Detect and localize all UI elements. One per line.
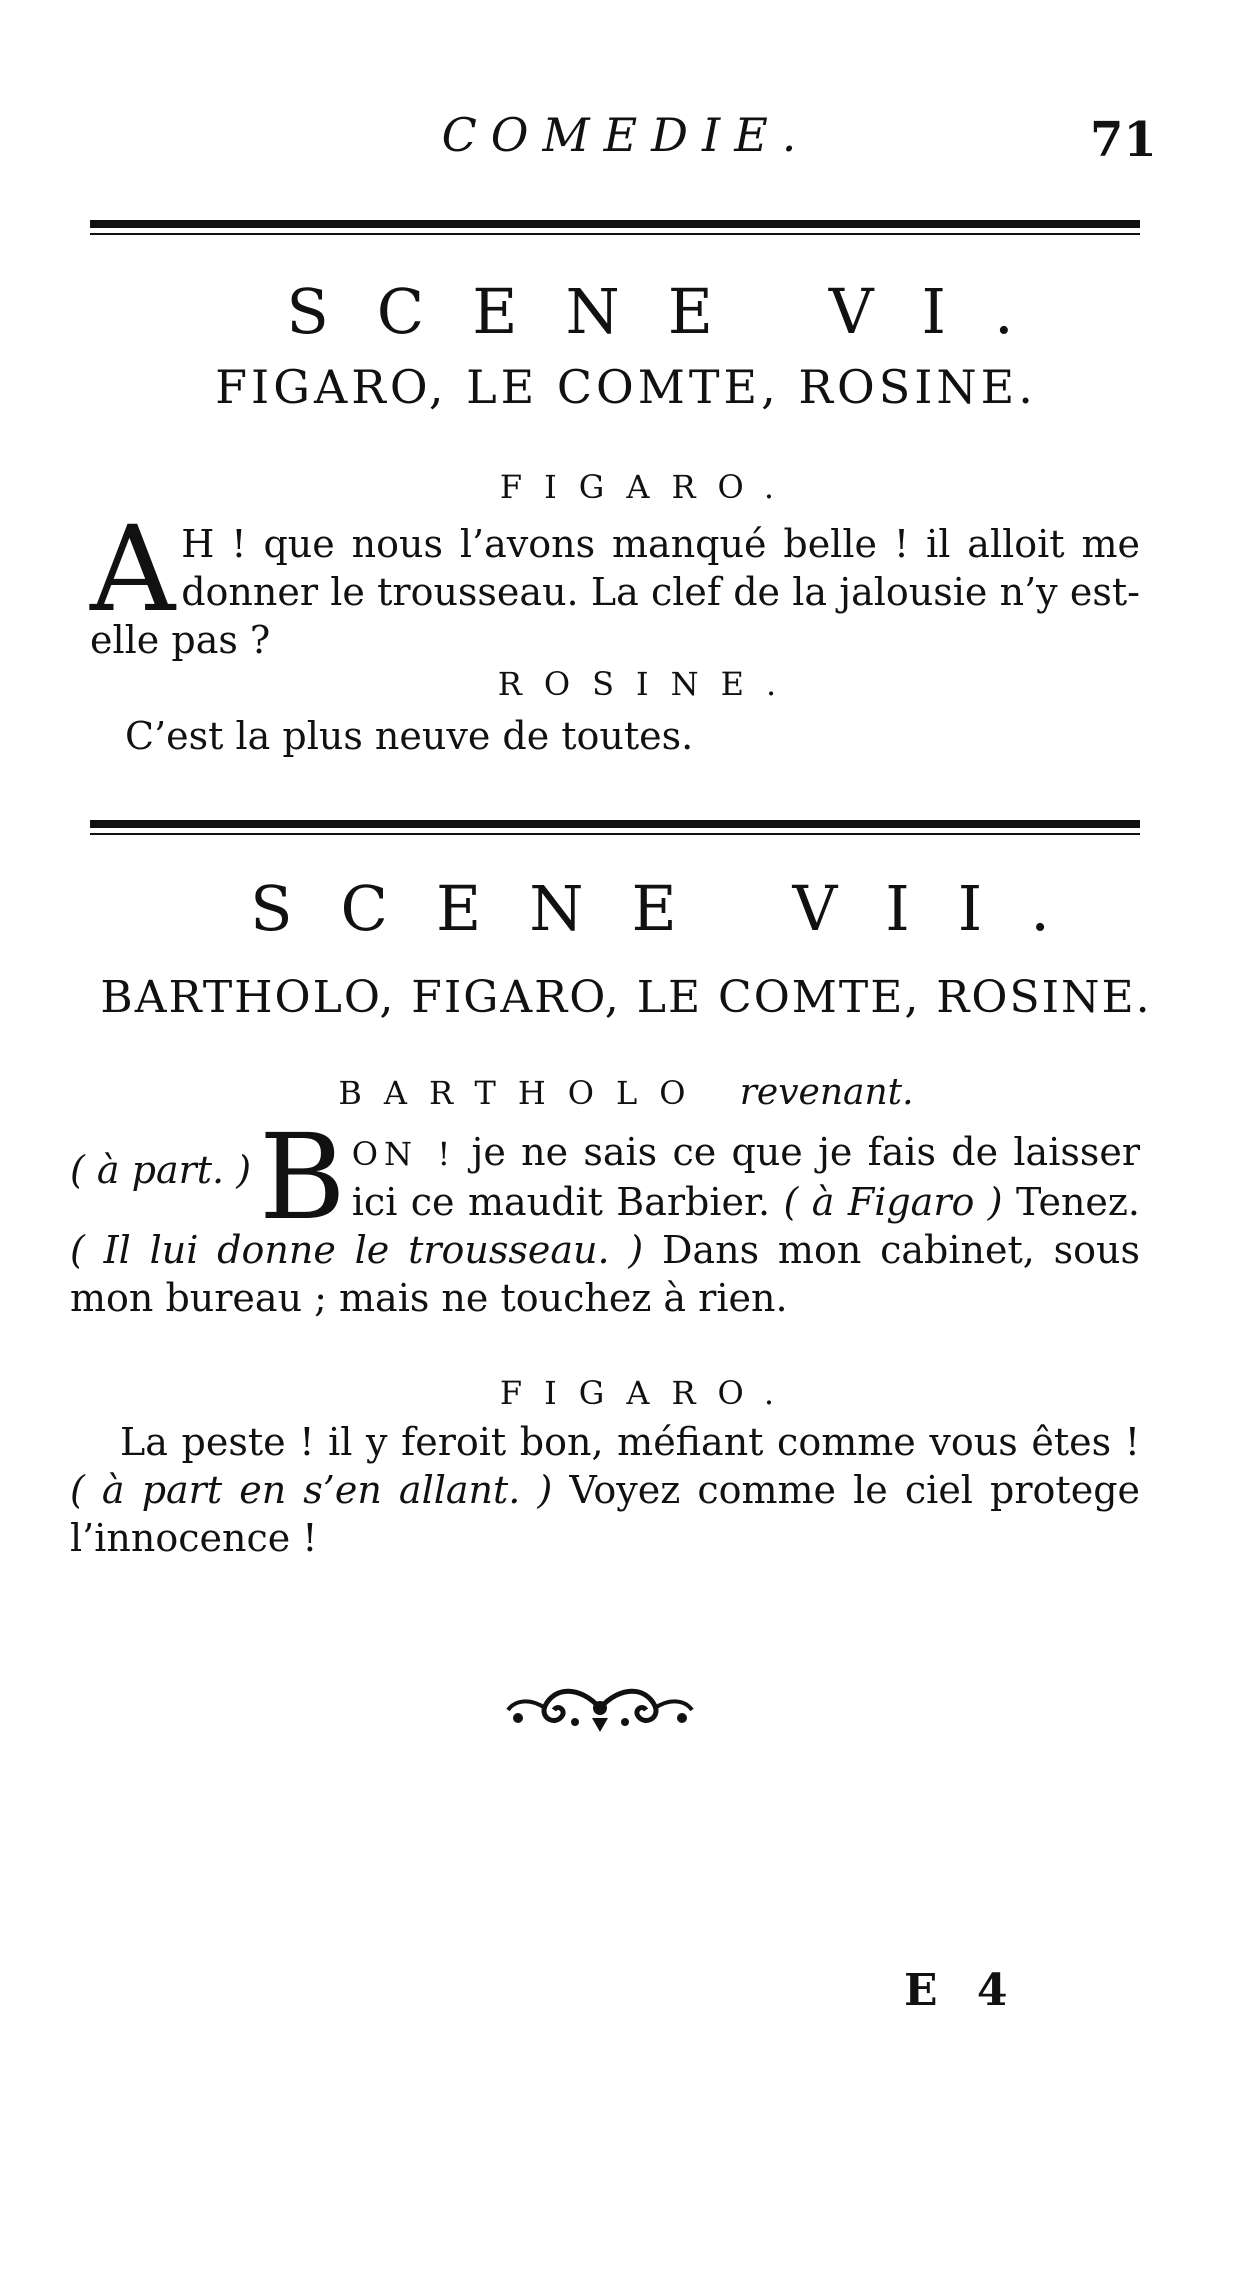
speaker-name: BARTHOLO xyxy=(338,1074,708,1112)
aside-direction: ( à part. ) xyxy=(70,1148,252,1192)
signature-mark: E 4 xyxy=(904,1965,1020,2016)
speech-text: Tenez. xyxy=(1002,1180,1141,1224)
scene-7-title: SCENE VII. xyxy=(250,872,1098,945)
scene-6-speech-figaro xyxy=(90,500,1140,664)
scene-6-speaker-figaro: FIGARO. xyxy=(499,468,797,506)
middle-rule xyxy=(90,820,1140,835)
scene-7-speech-figaro xyxy=(70,1418,1140,1562)
speech-text: H ! que nous l’avons manqué belle ! il alloit me donner le trousseau. La clef de la jalousie n’y est-elle pas ? xyxy=(90,522,1140,662)
scene-7-speaker-bartholo xyxy=(0,1072,1252,1113)
speech-smallcaps: ON ! xyxy=(351,1135,457,1173)
speech-text: je ne sais ce que je fais de laisser ici ce maudit Barbier. xyxy=(351,1130,1141,1224)
stage-direction: revenant. xyxy=(739,1072,914,1113)
stage-direction: ( à part en s’en allant. ) xyxy=(70,1468,553,1512)
fleuron-ornament xyxy=(500,1678,700,1742)
speech-text: Dans mon cabinet, sous mon bureau ; mais ne touchez à rien. xyxy=(70,1228,1140,1320)
drop-cap: B xyxy=(259,1108,346,1246)
scene-6-speech-rosine: C’est la plus neuve de toutes. xyxy=(125,714,694,758)
drop-cap: A xyxy=(90,500,176,638)
running-title: COMEDIE. xyxy=(441,108,811,162)
top-rule xyxy=(90,220,1140,235)
scene-7-cast: BARTHOLO, FIGARO, LE COMTE, ROSINE. xyxy=(100,972,1152,1023)
scene-7-speech-bartholo xyxy=(70,1108,1141,1322)
speech-text: Voyez comme le ciel protege l’innocence ! xyxy=(70,1468,1141,1560)
scene-6-cast: FIGARO, LE COMTE, ROSINE. xyxy=(215,360,1037,414)
scene-6-speaker-rosine: ROSINE. xyxy=(497,665,799,703)
speech-text: La peste ! il y feroit bon, méfiant comme vous êtes ! xyxy=(120,1420,1140,1464)
scene-7-speaker-figaro: FIGARO. xyxy=(499,1374,797,1412)
stage-direction: ( à Figaro ) xyxy=(783,1180,1003,1224)
stage-direction: ( Il lui donne le trousseau. ) xyxy=(70,1228,644,1272)
page-number: 71 xyxy=(1090,112,1157,168)
scene-6-title: SCENE VI. xyxy=(286,275,1062,348)
